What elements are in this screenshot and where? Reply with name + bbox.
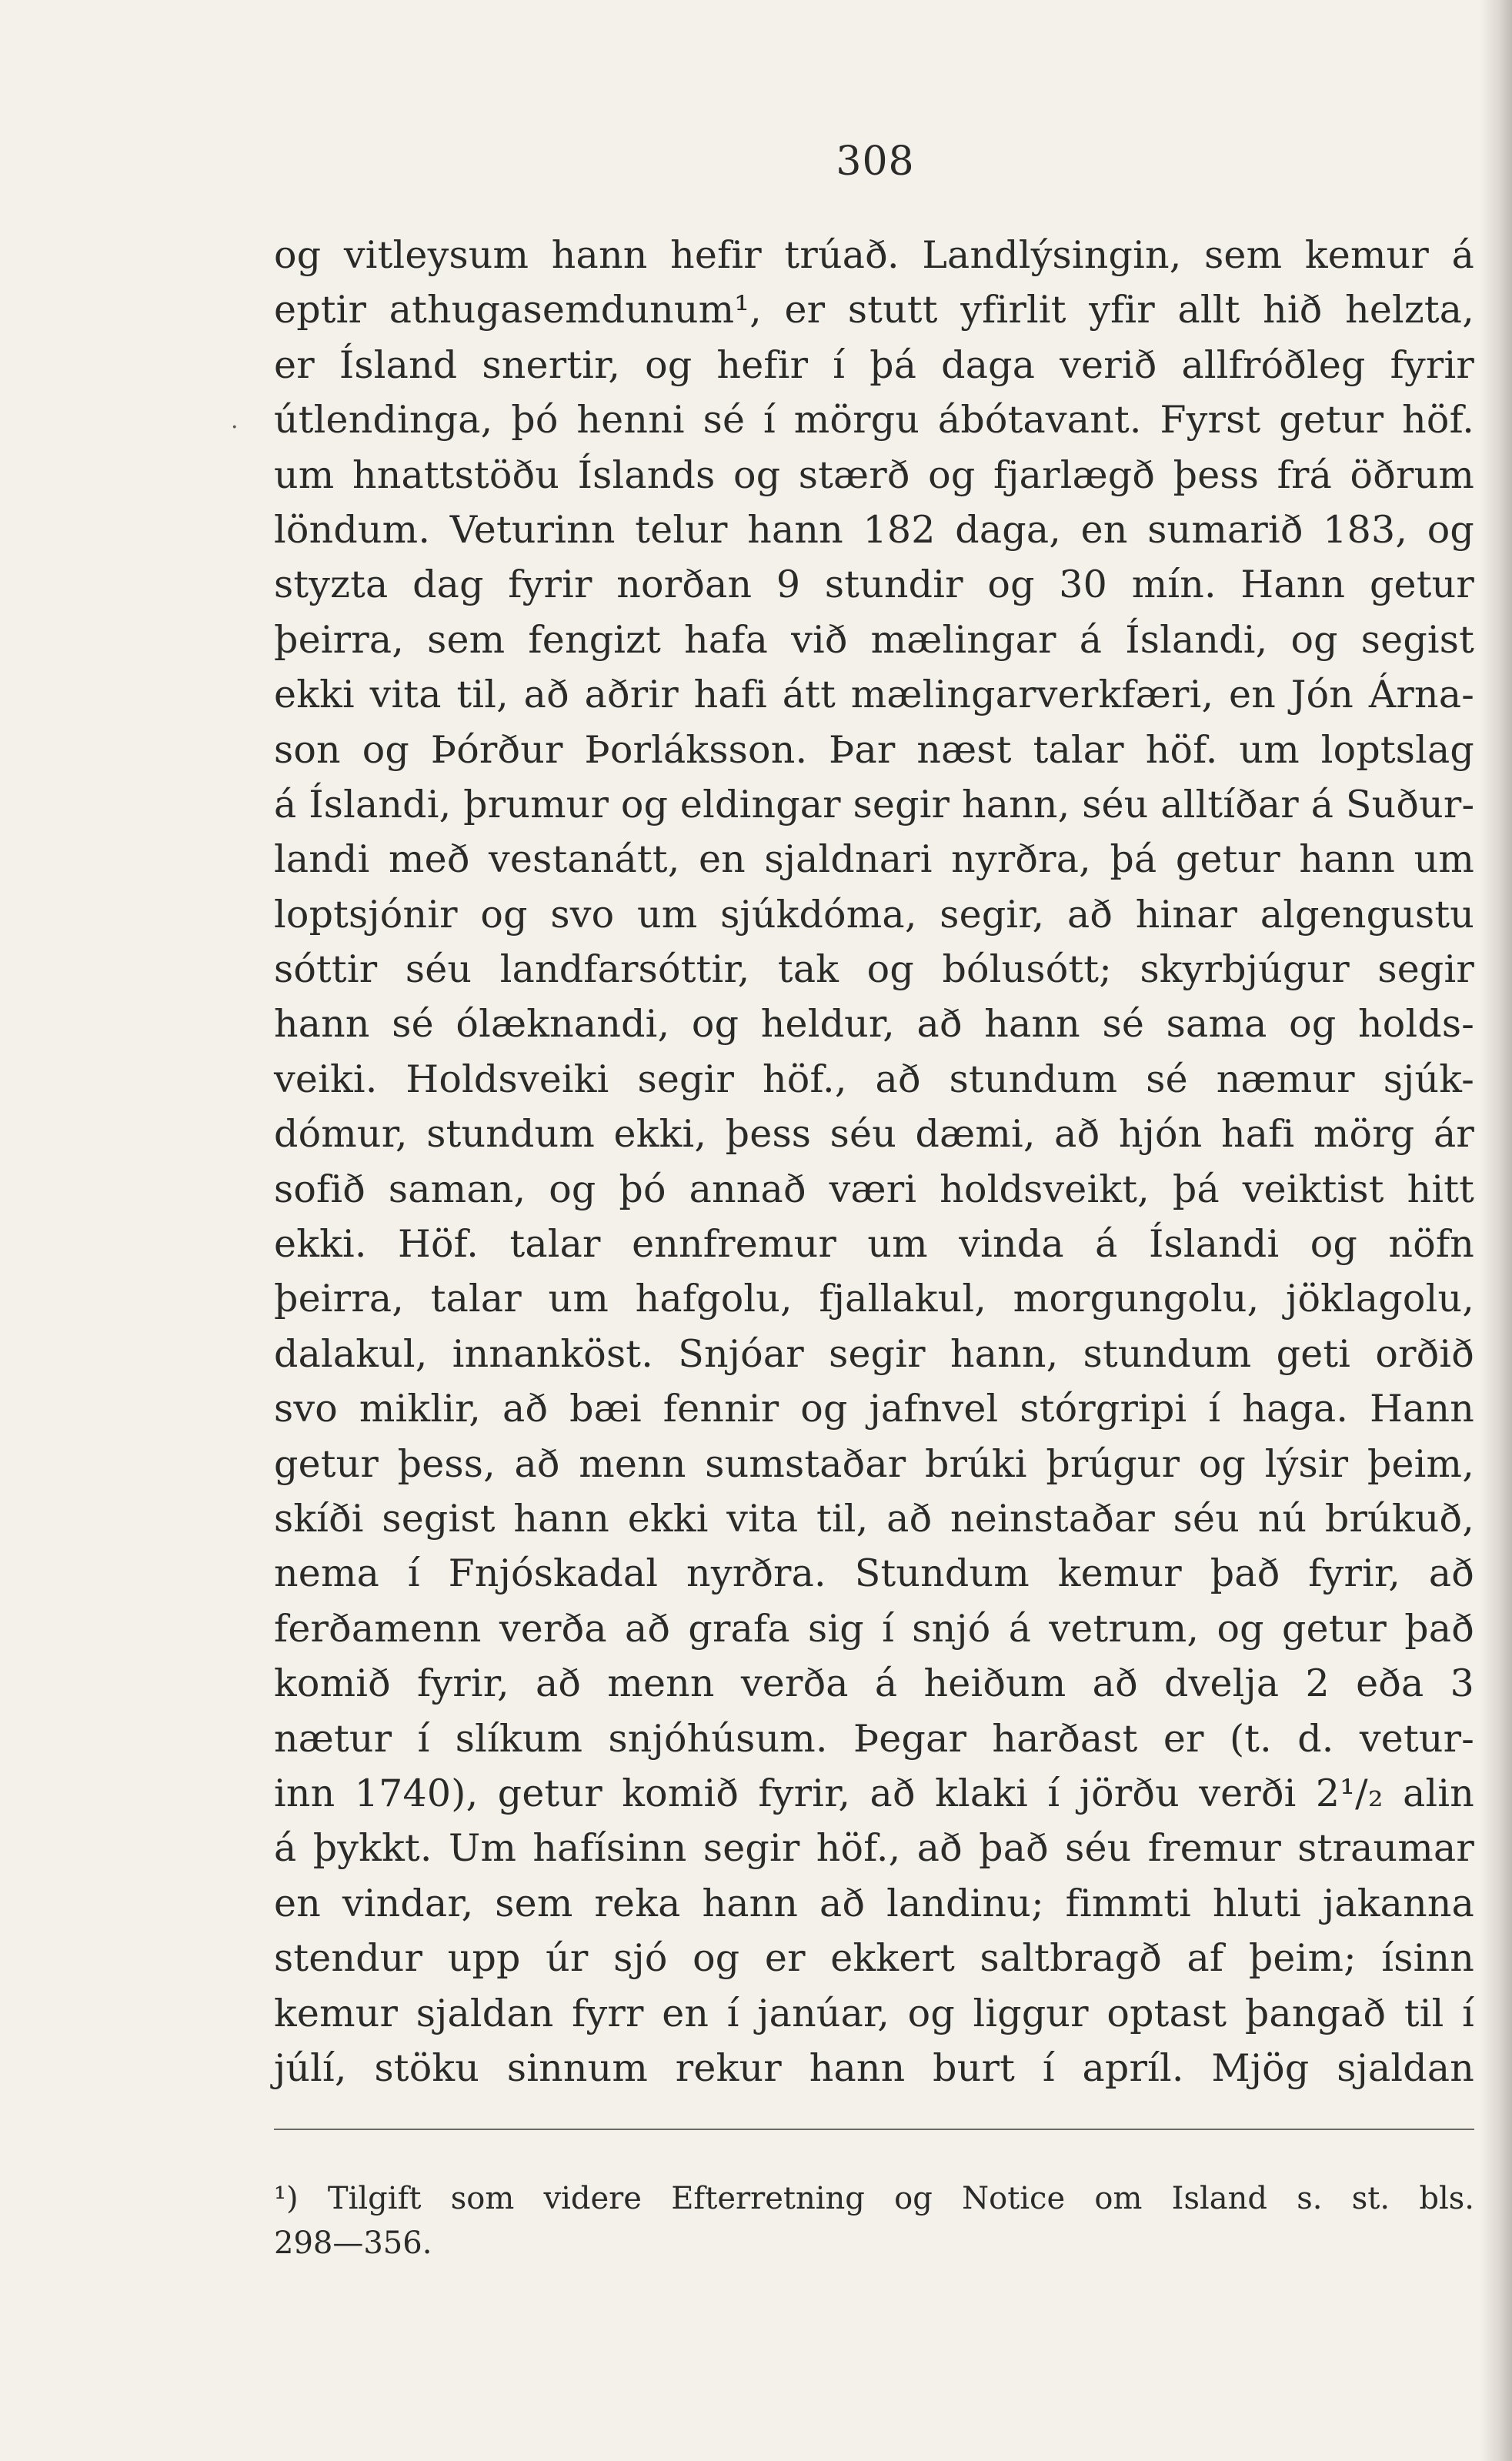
- text-line: svo miklir, að bæi fennir og jafnvel stórgripi í haga. Hann: [274, 1387, 1474, 1431]
- text-line: þeirra, talar um hafgolu, fjallakul, morgungolu, jöklagolu,: [274, 1277, 1474, 1321]
- text-line: dómur, stundum ekki, þess séu dæmi, að hjón hafi mörg ár: [274, 1112, 1474, 1157]
- text-line: styzta dag fyrir norðan 9 stundir og 30 mín. Hann getur: [274, 563, 1474, 607]
- text-line: sofið saman, og þó annað væri holdsveikt, þá veiktist hitt: [274, 1167, 1474, 1211]
- text-line: veiki. Holdsveiki segir höf., að stundum sé næmur sjúk-: [274, 1057, 1474, 1101]
- page-number: 308: [836, 139, 915, 185]
- footnote-line: ¹) Tilgift som videre Efterretning og Notice om Island s. st. bls.: [274, 2181, 1474, 2216]
- text-line: á þykkt. Um hafísinn segir höf., að það séu fremur straumar: [274, 1826, 1474, 1871]
- text-line: getur þess, að menn sumstaðar brúki þrúgur og lýsir þeim,: [274, 1441, 1474, 1486]
- text-line: þeirra, sem fengizt hafa við mælingar á Íslandi, og segist: [274, 617, 1474, 662]
- text-line: landi með vestanátt, en sjaldnari nyrðra, þá getur hann um: [274, 837, 1474, 882]
- margin-mark: ·: [231, 414, 239, 441]
- text-line: ekki. Höf. talar ennfremur um vinda á Íslandi og nöfn: [274, 1222, 1474, 1267]
- text-line: júlí, stöku sinnum rekur hann burt í apríl. Mjög sjaldan: [274, 2045, 1474, 2090]
- text-line: eptir athugasemdunum¹, er stutt yfirlit yfir allt hið helzta,: [274, 288, 1474, 332]
- text-line: nætur í slíkum snjóhúsum. Þegar harðast er (t. d. vetur-: [274, 1716, 1474, 1761]
- footnote: [274, 2176, 1474, 2266]
- page-edge-shadow: [1480, 0, 1512, 2461]
- text-line: sóttir séu landfarsóttir, tak og bólusótt; skyrbjúgur segir: [274, 947, 1474, 992]
- text-line: ferðamenn verða að grafa sig í snjó á vetrum, og getur það: [274, 1606, 1474, 1651]
- text-line: stendur upp úr sjó og er ekkert saltbragð af þeim; ísinn: [274, 1936, 1474, 1981]
- text-line: um hnattstöðu Íslands og stærð og fjarlægð þess frá öðrum: [274, 452, 1474, 497]
- text-line: son og Þórður Þorláksson. Þar næst talar höf. um loptslag: [274, 727, 1474, 772]
- text-line: hann sé ólæknandi, og heldur, að hann sé sama og holds-: [274, 1002, 1474, 1047]
- text-line: ekki vita til, að aðrir hafi átt mælingarverkfæri, en Jón Árna-: [274, 673, 1474, 717]
- text-line: skíði segist hann ekki vita til, að neinstaðar séu nú brúkuð,: [274, 1496, 1474, 1541]
- text-line: dalakul, innanköst. Snjóar segir hann, stundum geti orðið: [274, 1331, 1474, 1376]
- footnote-divider: [274, 2129, 1474, 2130]
- text-line: útlendinga, þó henni sé í mörgu ábótavant. Fyrst getur höf.: [274, 398, 1474, 442]
- text-line: nema í Fnjóskadal nyrðra. Stundum kemur það fyrir, að: [274, 1551, 1474, 1596]
- text-line: komið fyrir, að menn verða á heiðum að dvelja 2 eða 3: [274, 1661, 1474, 1706]
- text-line: og vitleysum hann hefir trúað. Landlýsingin, sem kemur á: [274, 233, 1474, 277]
- footnote-line: 298—356.: [274, 2226, 432, 2261]
- text-line: löndum. Veturinn telur hann 182 daga, en sumarið 183, og: [274, 507, 1474, 552]
- body-text: [274, 228, 1474, 2095]
- text-line: er Ísland snertir, og hefir í þá daga verið allfróðleg fyrir: [274, 342, 1474, 387]
- text-line: kemur sjaldan fyrr en í janúar, og liggur optast þangað til í: [274, 1991, 1474, 2035]
- text-line: loptsjónir og svo um sjúkdóma, segir, að hinar algengustu: [274, 892, 1474, 937]
- text-line: inn 1740), getur komið fyrir, að klaki í jörðu verði 2¹/₂ alin: [274, 1771, 1474, 1815]
- text-line: á Íslandi, þrumur og eldingar segir hann, séu alltíðar á Suður-: [274, 782, 1475, 826]
- text-line: en vindar, sem reka hann að landinu; fimmti hluti jakanna: [274, 1881, 1474, 1925]
